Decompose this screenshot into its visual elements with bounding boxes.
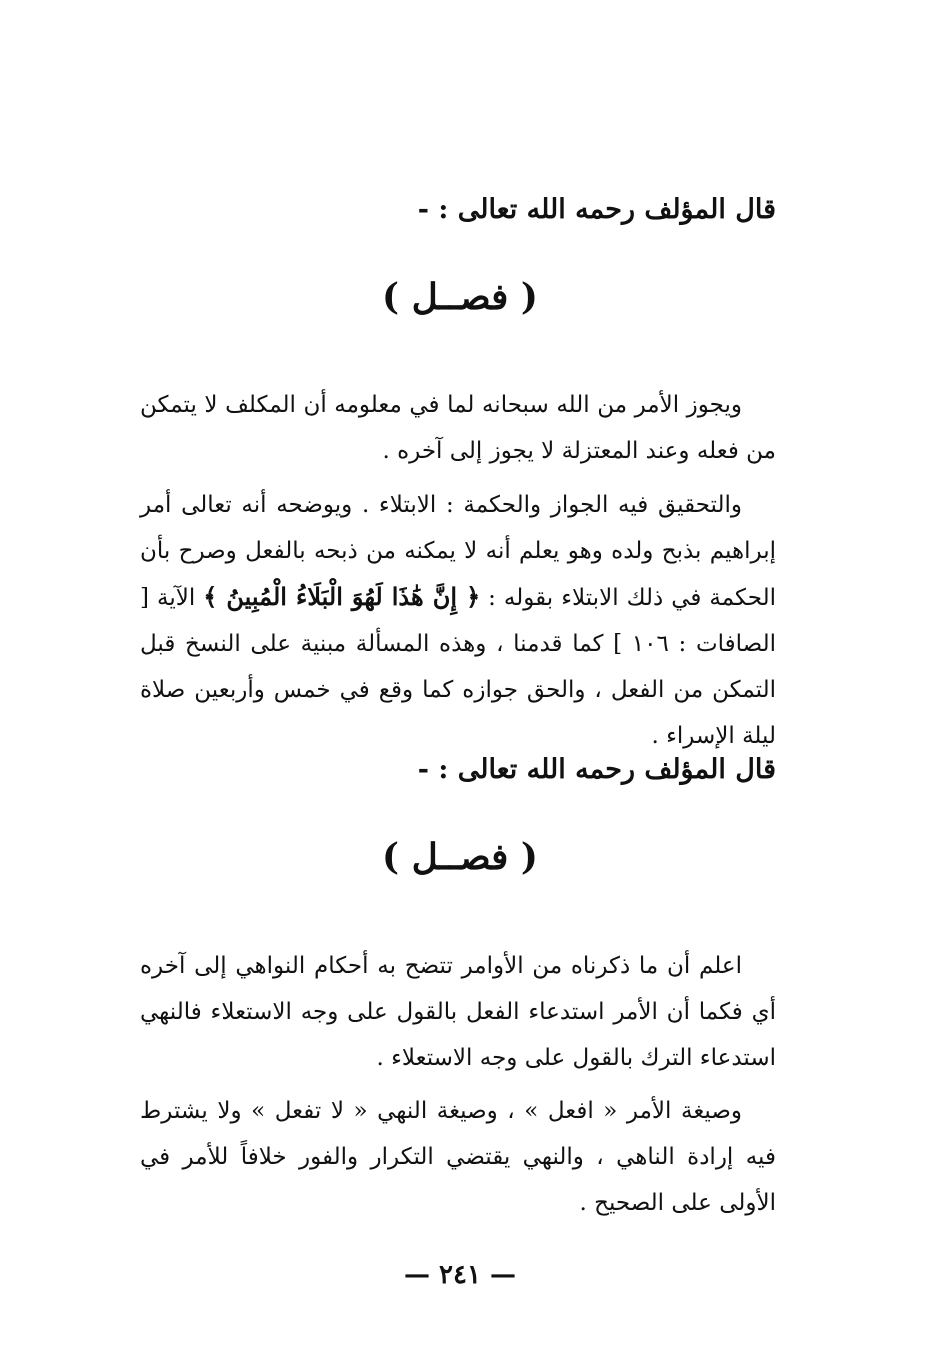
paragraph-2-text: والتحقيق فيه الجواز والحكمة : الابتلاء . ويوضحه أنه تعالى أمر إبراهيم بذبح ولده وهو يعلم أنه لا يمكنه من ذبحه بالفعل وصرح بأن الحكمة في ذلك الابتلاء بقوله : <box>140 492 777 611</box>
quran-verse: ﴿ إِنَّ هَٰذَا لَهُوَ الْبَلَاءُ الْمُبِينُ ﴾ <box>203 582 481 611</box>
section-title-2: ( فصــل ) <box>382 836 538 878</box>
paragraph-3 <box>140 943 776 1081</box>
paragraph-1-text: ويجوز الأمر من الله سبحانه لما في معلومه أن المكلف لا يتمكن من فعله وعند المعتزلة لا يجوز إلى آخره . <box>140 392 776 464</box>
section-title-1: ( فصــل ) <box>382 276 538 318</box>
paragraph-1 <box>140 382 776 474</box>
paragraph-2-tail: الآية [ الصافات : ١٠٦ ] كما قدمنا ، وهذه المسألة مبنية على النسخ قبل التمكن من الفعل ، والحق جوازه كما وقع في خمس وأربعين صلاة ليلة الإسراء . <box>140 585 776 749</box>
paragraph-4-text: وصيغة الأمر « افعل » ، وصيغة النهي « لا تفعل » ولا يشترط فيه إرادة الناهي ، والنهي يقتضي التكرار والفور خلافاً للأمر في الأولى على الصحيح . <box>140 1098 776 1216</box>
author-heading-1: قال المؤلف رحمه الله تعالى : - <box>417 194 776 225</box>
page-number: — ٢٤١ — <box>403 1260 517 1290</box>
paragraph-2 <box>140 482 776 759</box>
paragraph-3-text: اعلم أن ما ذكرناه من الأوامر تتضح به أحكام النواهي إلى آخره أي فكما أن الأمر استدعاء الفعل بالقول على وجه الاستعلاء فالنهي استدعاء الترك بالقول على وجه الاستعلاء . <box>140 953 776 1071</box>
author-heading-2: قال المؤلف رحمه الله تعالى : - <box>417 754 776 785</box>
paragraph-4 <box>140 1088 776 1226</box>
